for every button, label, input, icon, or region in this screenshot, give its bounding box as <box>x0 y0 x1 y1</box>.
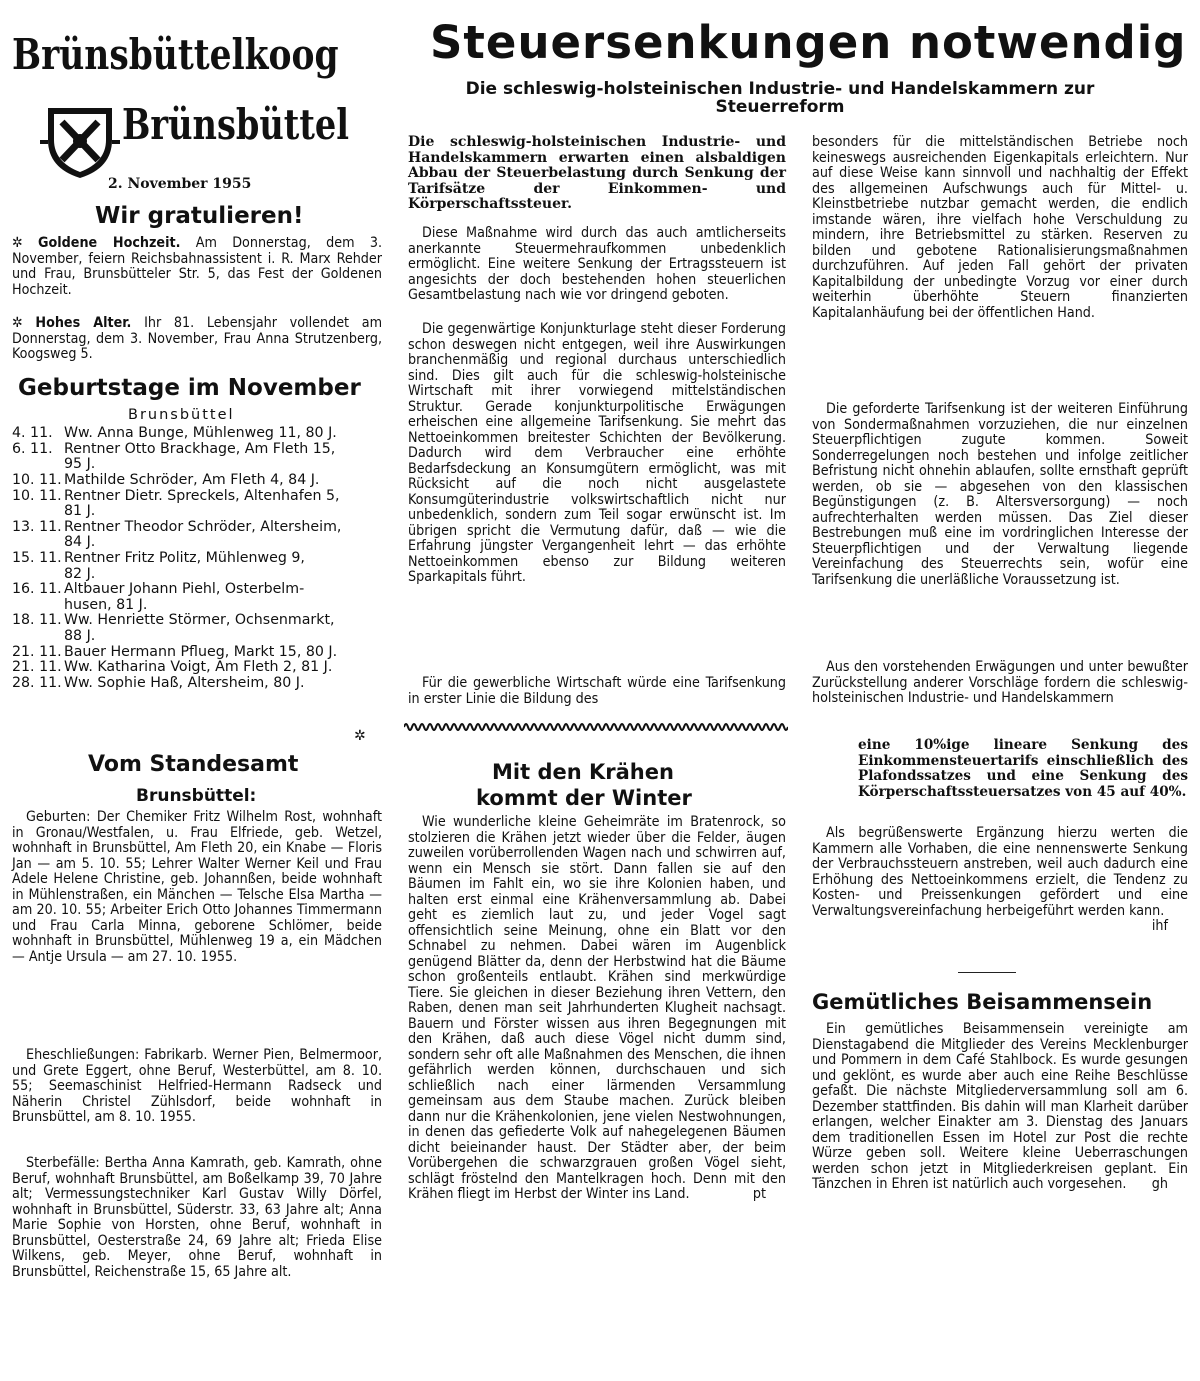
kraehen-heading-1: Mit den Krähen <box>492 760 674 784</box>
steuer-paragraph-7 <box>812 826 1188 935</box>
steuer-p7-text: Als begrüßenswerte Ergänzung hierzu werten die Kammern alle Vorhaben, die eine nennenswerte Senkung der Verbrauchssteuern anstreben, weil auch dadurch eine Erhöhung des Nettoeinkommens erzielt, die Tendenz zu Kosten- und Preissenkungen gefördert und eine Verwaltungsvereinfachung herbeigeführt werden kann. <box>812 825 1188 919</box>
birthday-row <box>12 660 384 676</box>
birthday-text: Altbauer Johann Piehl, Osterbelm- <box>64 581 305 598</box>
birthday-continuation: 84 J. <box>64 534 96 551</box>
eheschliessungen-paragraph: Eheschließungen: Fabrikarb. Werner Pien, Belmermoor, und Grete Eggert, ohne Beruf, Westerbüttel, am 8. 10. 55; Seemaschinist Helfried-Hermann Radseck und Näherin Christel Zühlsdorf, beide wohnhaft in Brunsbüttel, am 8. 10. 1955. <box>12 1047 382 1125</box>
gratulieren-item-2 <box>12 316 382 363</box>
birthday-row <box>12 645 384 661</box>
beisammensein-heading: Gemütliches Beisammensein <box>812 990 1153 1014</box>
birthday-continuation: 81 J. <box>64 503 96 520</box>
beisammensein-paragraph <box>812 1022 1188 1193</box>
beisammensein-text: Ein gemütliches Beisammensein vereinigte am Dienstagabend die Mitglieder des Vereins Mecklenburger und Pommern in dem Café Stahlbock. Es wurde gesungen und geklönt, es wurde aber auch eine Reihe Beschlüsse gefaßt. Die nächste Mitgliederversammlung soll am 6. Dezember stattfinden. Bis dahin will man Klarheit darüber erlangen, welcher Einakter am 3. Dienstag des Januars dem traditionellen Essen im Hotel zur Post die rechte Würze geben soll. Weitere kleine Ueberraschungen werden schon jetzt in Mitgliederkreisen geplant. Ein Tänzchen in Ehren ist natürlich auch vorgesehen. <box>812 1021 1188 1192</box>
kraehen-signature: pt <box>752 1186 766 1202</box>
short-divider <box>958 972 1016 973</box>
birthday-date: 10. 11. <box>12 471 62 488</box>
standesamt-place: Brunsbüttel: <box>136 786 257 806</box>
sterbefaelle-paragraph: Sterbefälle: Bertha Anna Kamrath, geb. Kamrath, ohne Beruf, wohnhaft Brunsbüttel, am Boßelkamp 39, 70 Jahre alt; Vermessungstechniker Karl Gustav Willy Dörfel, wohnhaft in Brunsbüttel, Süderstr. 33, 63 Jahre alt; Anna Marie Sophie von Horsten, ohne Beruf, wohnhaft in Brunsbüttel, Oesterstraße 24, 69 Jahre alt; Frieda Elise Wilkens, geb. Meyer, ohne Beruf, wohnhaft in Brunsbüttel, Reichenstraße 15, 65 Jahre alt. <box>12 1155 382 1280</box>
birthday-list <box>12 426 384 692</box>
steuer-demand: eine 10%ige lineare Senkung des Einkommensteuertarifs einschließlich des Plafondssatzes und eine Senkung des Körperschaftssteuersatzes von 45 auf 40%. <box>858 737 1188 800</box>
gratulieren-item-1 <box>12 236 382 298</box>
steuer-paragraph-4: besonders für die mittelständischen Betriebe noch keineswegs ausreichenden Eigenkapitals erleichtern. Nur auf diese Weise kann sinnvoll und nachhaltig der Effekt des allgemeinen Aufschwungs auch für Mittel- u. Kleinstbetriebe nutzbar gemacht werden, die endlich imstande wären, ihre vielfach hohe Verschuldung zu mindern, ihre Betriebsmittel zu stärken. Reserven zu bilden und gebotene Rationalisierungsmaßnahmen durchzuführen. Auf jeden Fall gehört der privaten Kapitalbildung der unbedingte Vorzug vor einer durch weiterhin überhöhte Steuern finanzierten Kapitalanhäufung bei der öffentlichen Hand. <box>812 134 1188 321</box>
steuer-paragraph-1: Diese Maßnahme wird durch das auch amtlicherseits anerkannte Steuermehraufkommen unbedenklich ermöglicht. Eine weitere Senkung der Ertragssteuern ist angesichts der doch bestehenden hohen steuerlichen Gesamtbelastung nach wie vor dringend geboten. <box>408 225 786 303</box>
birthday-text: Ww. Anna Bunge, Mühlenweg 11, 80 J. <box>64 425 337 441</box>
birthday-row <box>12 676 384 692</box>
steuer-paragraph-6: Aus den vorstehenden Erwägungen und unter bewußter Zurückstellung anderer Vorschläge fordern die schleswig-holsteinischen Industrie- und Handelskammern <box>812 659 1188 706</box>
steuer-paragraph-2: Die gegenwärtige Konjunkturlage steht dieser Forderung schon deswegen nicht entgegen, weil ihre Auswirkungen branchenmäßig und regional durchaus unterschiedlich sind. Dies gilt auch für die schleswig-holsteinische Wirtschaft mit ihrer vorwiegend mittelständischen Struktur. Gerade konjunkturpolitische Erwägungen erheischen eine allgemeine Tarifsenkung. Sie mehrt das Nettoeinkommen breitester Schichten der Bevölkerung. Dadurch wird dem Verbraucher eine erhöhte Bedarfsdeckung an Konsumgütern ermöglicht, was mit Rücksicht auf die noch nicht ausgelastete Konsumgüterindustrie volkswirtschaftlich nicht nur unbedenklich, sondern zum Teil sogar erwünscht ist. Im übrigen spricht die Vermutung dafür, daß — wie die Erfahrung jüngster Vergangenheit lehrt — das erhöhte Nettoeinkommen ebenso zur Bildung weiteren Sparkapitals führt. <box>408 321 786 585</box>
coat-of-arms-icon <box>40 102 120 182</box>
birthday-date: 28. 11. <box>12 674 62 691</box>
birthday-date: 16. 11. <box>12 581 62 598</box>
birthday-row <box>12 582 384 598</box>
masthead-line-1: Brünsbüttelkoog <box>12 30 339 79</box>
birthday-date: 21. 11. <box>12 643 62 660</box>
geburtstage-place: Brunsbüttel <box>128 407 235 423</box>
birthday-date: 6. 11. <box>12 440 53 457</box>
geburtstage-heading: Geburtstage im November <box>18 375 361 401</box>
beisammensein-signature: gh <box>1151 1176 1168 1192</box>
steuer-lead: Die schleswig-holsteinischen Industrie- und Handelskammern erwarten einen alsbaldigen Abbau der Steuerbelastung durch Senkung der Tarifsätze der Einkommen- und Körperschaftssteuer. <box>408 134 786 212</box>
birthday-row <box>12 520 384 536</box>
birthday-date: 15. 11. <box>12 549 62 566</box>
star-icon: ✲ <box>12 315 36 331</box>
masthead <box>12 30 382 180</box>
birthday-row <box>12 442 384 458</box>
steuer-paragraph-3: Für die gewerbliche Wirtschaft würde eine Tarifsenkung in erster Linie die Bildung des <box>408 675 786 707</box>
birthday-date: 18. 11. <box>12 612 62 629</box>
kraehen-heading-2: kommt der Winter <box>476 786 692 810</box>
birthday-continuation: 95 J. <box>64 456 96 473</box>
steuer-subheadline: Die schleswig-holsteinischen Industrie- und Handelskammern zur Steuerreform <box>465 79 1095 117</box>
item-text: Am Donnerstag, dem 3. November, feiern Reichsbahnassistent i. R. Marx Rehder und Frau, Brunsbütteler Str. 5, das Fest der Goldenen Hochzeit. <box>12 235 382 298</box>
birthday-text: Rentner Otto Brackhage, Am Fleth 15, <box>64 440 336 457</box>
kraehen-text: Wie wunderliche kleine Geheimräte im Bratenrock, so stolzieren die Krähen jetzt wieder über die Felder, äugen zuweilen vorüberrollenden Wagen nach und schwirren auf, wenn ein Mensch sie stört. Dann fallen sie auf den Bäumen im Fahlt ein, wo sie ihre Kolonien haben, und halten erst einmal eine Krähenversammlung ab. Dabei geht es ziemlich laut zu, und jeder Vogel sagt offensichtlich seine Meinung, ohne ein Blatt vor den Schnabel zu nehmen. Dabei wären im Augenblick genügend Blätter da, denn der Herbstwind hat die Bäume schon großenteils entlaubt. Krähen sind merkwürdige Tiere. Sie gleichen in dieser Beziehung ihren Vettern, den Raben, denen man seit Jahrhunderten Klugheit nachsagt. Bauern und Förster wissen aus ihren Begegnungen mit den Krähen, daß auch diese Vögel nicht dumm sind, sondern sehr oft alle Maßnahmen des Menschen, die ihnen gefährlich werden können, durchschauen und sich schließlich nach einer lärmenden Versammlung gemeinsam aus dem Staube machen. Zurück bleiben dann nur die Krähenkolonien, jene vielen Nestwohnungen, in denen das gefiederte Volk auf nahegelegenen Bäumen dicht beieinander haust. Der Städter aber, der beim Vorübergehen die schwarzgrauen großen Vögel sieht, schlägt fröstelnd den Mantelkragen hoch. Denn mit den Krähen fliegt im Herbst der Winter ins Land. <box>408 814 786 1202</box>
birthday-text: Mathilde Schröder, Am Fleth 4, 84 J. <box>64 471 320 488</box>
steuer-headline: Steuersenkungen notwendig <box>430 16 1187 69</box>
kraehen-paragraph <box>408 815 786 1203</box>
birthday-row <box>12 551 384 567</box>
birthday-date: 21. 11. <box>12 659 62 676</box>
birthday-row <box>12 489 384 505</box>
masthead-line-2: Brünsbüttel <box>122 100 349 149</box>
birthday-text: Rentner Fritz Politz, Mühlenweg 9, <box>64 549 305 566</box>
wavy-divider <box>404 720 788 734</box>
birthday-date: 4. 11. <box>12 425 53 441</box>
birthday-text: Ww. Katharina Voigt, Am Fleth 2, 81 J. <box>64 659 333 676</box>
steuer-signature: ihf <box>1151 918 1168 934</box>
birthday-date: 10. 11. <box>12 487 62 504</box>
geburten-paragraph: Geburten: Der Chemiker Fritz Wilhelm Rost, wohnhaft in Gronau/Westfalen, u. Frau Elfriede, geb. Wetzel, wohnhaft in Brunsbüttel, Am Fleth 20, ein Knabe — Floris Jan — am 5. 10. 55; Lehrer Walter Werner Keil und Frau Adele Helene Christine, geb. Johannßen, beide wohnhaft in Mühlenstraßen, ein Mänchen — Telsche Elsa Martha — am 20. 10. 55; Arbeiter Erich Otto Johannes Timmermann und Frau Carla Minna, geborene Schlömer, beide wohnhaft in Brunsbüttel, Mühlenweg 19 a, ein Mädchen — Antje Ursula — am 27. 10. 1955. <box>12 809 382 965</box>
item-lead: Goldene Hochzeit. <box>38 235 181 251</box>
birthday-text: Ww. Henriette Störmer, Ochsenmarkt, <box>64 612 335 629</box>
birthday-row <box>12 473 384 489</box>
steuer-paragraph-5: Die geforderte Tarifsenkung ist der weiteren Einführung von Sondermaßnahmen vorzuziehen, die nur einzelnen Steuerpflichtigen zugute kommen. Soweit Sonderregelungen noch bestehen und infolge zeitlicher Befristung nicht ohnehin ablaufen, sollte ernsthaft geprüft werden, ob sie — abgesehen von den klassischen Begünstigungen (z. B. Altersversorgung) — noch aufrechterhalten werden müssen. Das Ziel dieser Bestrebungen muß eine im vordringlichen Interesse der Steuerpflichtigen und der Verwaltung liegende Vereinfachung des Steuerrechts sein, wofür eine Tarifsenkung die unerläßliche Voraussetzung ist. <box>812 401 1188 588</box>
birthday-text: Ww. Sophie Haß, Altersheim, 80 J. <box>64 674 305 691</box>
birthday-row <box>12 613 384 629</box>
gratulieren-heading: Wir gratulieren! <box>95 203 304 229</box>
birthday-text: Rentner Dietr. Spreckels, Altenhafen 5, <box>64 487 340 504</box>
birthday-text: Bauer Hermann Pflueg, Markt 15, 80 J. <box>64 643 338 660</box>
star-icon: ✲ <box>12 235 39 251</box>
birthday-continuation: husen, 81 J. <box>64 596 148 613</box>
issue-date: 2. November 1955 <box>108 176 252 192</box>
birthday-continuation: 88 J. <box>64 628 96 644</box>
birthday-continuation: 82 J. <box>64 565 96 582</box>
birthday-date: 13. 11. <box>12 518 62 535</box>
star-icon: ✲ <box>354 728 366 744</box>
birthday-row <box>12 426 384 442</box>
standesamt-heading: Vom Standesamt <box>88 752 299 777</box>
item-lead: Hohes Alter. <box>35 315 132 331</box>
item-text: Ihr 81. Lebensjahr vollendet am Donnerstag, dem 3. November, Frau Anna Strutzenberg, Koogsweg 5. <box>12 315 382 362</box>
birthday-text: Rentner Theodor Schröder, Altersheim, <box>64 518 342 535</box>
